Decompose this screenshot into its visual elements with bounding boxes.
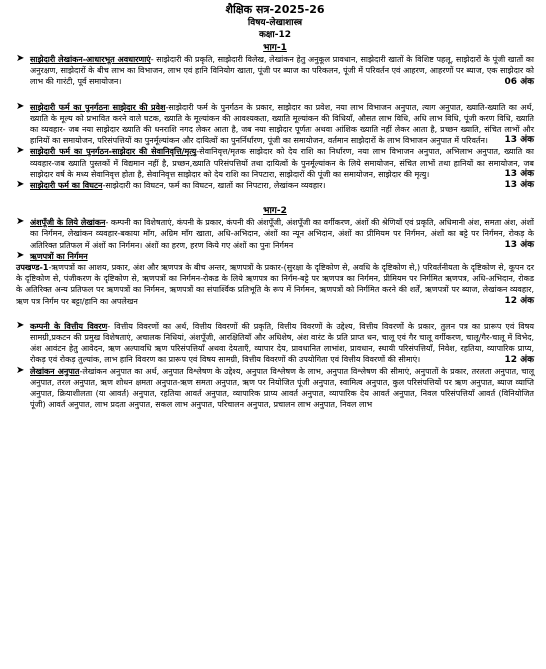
arrow-bullet-icon: ➤ xyxy=(16,100,25,112)
section-retirement-death xyxy=(16,146,534,180)
section-marks: 12 अंक xyxy=(504,295,534,306)
subsection-heading: उपखण्ड-1 xyxy=(16,263,49,273)
arrow-bullet-icon: ➤ xyxy=(16,319,25,331)
section-marks: 13 अंक xyxy=(504,169,534,180)
section-marks: 06 अंक xyxy=(504,76,534,87)
section-accounting-ratios xyxy=(16,366,534,411)
section-debentures xyxy=(16,251,534,262)
arrow-bullet-icon: ➤ xyxy=(16,216,25,228)
section-marks: 12 अंक xyxy=(504,354,534,365)
section-heading: साझेदारी लेखांकन-आधारभूत अवधारणाएं xyxy=(30,55,151,64)
section-body: - वित्तीय विवरणों का अर्थ, वित्तीय विवरणों की प्रकृति, वित्तीय विवरणों के उद्देश्य, वित्तीय विवरणों के प्रकार, तुलन पत्र का प्रारूप एवं विषय सामग्री,प्रकटन की प्रमुख विशेषताएं, अचालक निधियां, अंशपूँजी, आरक्षितियाँ और अधिशेष, अंश वारंट के प्रति प्राप्त धन, चालू एवं गैर चालू वर्गीकरण, चालू/गैर-चालू में विभेद, अंश आवंटन हेतु आवेदन, ऋण अल्पावधि ऋण परिसंपत्तियाँ अथवा देयताएँ, व्यापार देय, प्रावधानित लाभांश, प्रावधान, स्थायी परिसंपत्तियाँ, निवेश, रहतिया, व्यापारिक प्राप्य, रोकड़ एवं रोकड़ तुल्यांक, लाभ हानि विवरण का प्रारूप एवं विषय सामग्री, वित्तीय विवरणों की उपयोगिता एवं वित्तीय विवरणों की सीमाएं। xyxy=(30,321,535,365)
section-heading: अंशपूँजी के लिये लेखांकन xyxy=(30,218,106,228)
section-marks: 13 अंक xyxy=(504,135,534,146)
section-body: -लेखांकन अनुपात का अर्थ, अनुपात विश्लेषण के उद्देश्य, अनुपात विश्लेषण के लाभ, अनुपात विश्लेषण की सीमाएं, अनुपातों के प्रकार, तरलता अनुपात, चालू अनुपात, तरल अनुपात, ऋण शोधन क्षमता अनुपात-ऋण समता अनुपात, ऋण पर नियोजित पूंजी अनुपात, स्वामित्व अनुपात, कुल परिसंपत्तियों पर ऋण अनुपात, ब्याज व्याप्ति अनुपात, क्रियाशीलता (या आवर्त) अनुपात, रहतिया आवर्त अनुपात, व्यापारिक प्राप्य आवर्त अनुपात, व्यापारिक देय आवर्त अनुपात, निवल परिसंपत्तियाँ आवर्त (विनियोजित पूंजी) आवर्त अनुपात, लाभ प्रदता अनुपात, सकल लाभ अनुपात, परिचालन अनुपात, प्रचालन लाभ अनुपात, निवल लाभ xyxy=(30,366,534,410)
section-body: -सेवानिवृत्त/मृतक साझेदार को देय राशि का निर्धारण, नया लाभ विभाजन अनुपात, अभिलाभ अनुपात, ख्याति का व्यवहार-जब ख्याति पुस्तकों में विद्यमान नहीं है, प्रच्छन,ख्याति परिसंपत्तियों तथा दायित्वों के पुनर्मूल्यांकन के लिये समायोजन, संचित लाभों तथा हानियों का समायोजन, जब साझेदार वर्ष के मध्य सेवानिवृत्त होता है, सेवानिवृत्त साझेदार को देय राशि का निपटारा, साझेदारों की पूंजी का समायोजन, साझेदार की मृत्यु। xyxy=(30,147,535,179)
arrow-bullet-icon: ➤ xyxy=(16,179,25,191)
section-body: -साझेदारी का विघटन, फर्म का विघटन, खातों का निपटारा, लेखांकन व्यवहार। xyxy=(102,181,326,191)
arrow-bullet-icon: ➤ xyxy=(16,249,25,261)
section-body: -साझेदारी फर्म के पुनर्गठन के प्रकार, साझेदार का प्रवेश, नया लाभ विभाजन अनुपात, त्याग अनुपात, ख्याति-ख्याति का अर्थ, ख्याति के मूल्य को प्रभावित करने वाले घटक, ख्याति के मूल्यांकन की आवश्यकता, ख्याति मूल्यांकन की विधियाँ, औसत लाभ विधि, अधि लाभ विधि, पूंजी करण विधि, ख्याति का व्यवहार- जब नया साझेदार ख्याति की धनराशि नगद लेकर आता है, जब नया साझेदार पूर्णतः अथवा आंशिक ख्याति नहीं लेकर आता है, प्रच्छन ख्याति, संचित लाभों और हानियों का समायोजन, परिसंपत्तियों का पुनर्मूल्यांकन और दायित्वों का पुनर्निर्धारण, पूंजी का समायोजन, वर्तमान साझेदारों के लाभ विभाजन अनुपात में परिवर्तन। xyxy=(30,102,534,146)
section-admission-of-partner xyxy=(16,102,534,147)
section-body: -ऋणपत्रों का आशय, प्रकार, अंश और ऋणपत्र के बीच अन्तर, ऋणपत्रों के प्रकार-(सुरक्षा के दृष्टिकोण से, अवधि के दृष्टिकोण से,) परिवर्तनीयता के दृष्टिकोण से, कूपन दर के दृष्टिकोण से, पंजीकरण के दृष्टिकोण से, ऋणपत्रों का निर्गमन-रोकड के लिये ऋणपत्र का निर्गम-बट्टे पर ऋणपत्र का निर्गमन, प्रीमियम पर निर्गमित ऋणपत्र, अधि-अभिदान, रोकड के अतिरिक्त अन्य प्रतिफल पर ऋणपत्रों का निर्गमन, ऋणपत्रों का संपार्श्विक प्रतिभूति के रूप में निर्गमन, ऋणपत्रों को निर्गमित करने की शर्तें, ऋणपत्रों पर ब्याज, लेखांकन व्यवहार, ऋण पत्र निर्गम पर बट्टा/हानि का अपलेखन xyxy=(16,263,534,306)
arrow-bullet-icon: ➤ xyxy=(16,145,25,157)
subsection-debentures xyxy=(16,262,534,307)
section-heading: लेखांकन अनुपात xyxy=(30,366,80,376)
section-marks: 13 अंक xyxy=(504,239,534,250)
class-title: कक्षा-12 xyxy=(259,30,291,40)
section-body: - कम्पनी का विशेषताएं, कंपनी के प्रकार, कंपनी की अंशपूँजी, अंशपूँजी का वर्गीकरण, अंशों की श्रेणियाँ एवं प्रकृति, अधिमानी अंश, समता अंश, अंशों का निर्गमन, लेखांकन व्यवहार-बकाया माँग, अग्रिम माँग खाता, अधि-अभिदान, अंशों का न्यून अभिदान, अंशों का प्रीमियम पर निर्गमन, अंशों का बट्टे पर निर्गमन, रोकड़ के अतिरिक्त प्रतिफल में अंशों का निर्गमन। अंशों का हरण, हरण किये गए अंशों का पुनः निर्गमन xyxy=(30,218,534,250)
subject-title: विषय-लेखाशास्त्र xyxy=(247,17,303,28)
part-2-title: भाग-2 xyxy=(263,206,287,217)
section-dissolution xyxy=(16,180,534,191)
section-heading: साझेदारी फर्म का विघटन xyxy=(30,181,103,191)
section-marks: 13 अंक xyxy=(504,180,534,191)
document-header xyxy=(16,4,534,54)
section-heading: साझेदारी फर्म का पुनर्गठन-साझेदार की सेवानिवृत्ति/मृत्यु xyxy=(30,147,197,157)
part-1-title: भाग-1 xyxy=(263,42,287,53)
section-body: - साझेदारी की प्रकृति, साझेदारी विलेख, लेखांकन हेतु अनुकूल प्रावधान, साझेदारी खातों के विशिष्ट पहलू, साझेदारों के पूंजी खातों का अनुरक्षण, साझेदारों के बीच लाभ का विभाजन, लाभ एवं हानि विनियोग खाता, पूंजी पर ब्याज का परिकलन, पूंजी में परिवर्तन एवं आहरण, आहरणों पर ब्याज, एक साझेदार को लाभ की गारंटी, पूर्व समायोजन। xyxy=(30,55,535,87)
session-title: शैक्षिक सत्र-2025-26 xyxy=(225,3,325,16)
section-heading: कम्पनी के वित्तीय विवरण xyxy=(30,321,108,331)
arrow-bullet-icon: ➤ xyxy=(16,53,25,64)
section-financial-statements xyxy=(16,321,534,366)
arrow-bullet-icon: ➤ xyxy=(16,364,25,376)
section-heading: ऋणपत्रों का निर्गमन xyxy=(30,251,88,261)
section-share-capital xyxy=(16,217,534,251)
section-heading: साझेदारी फर्म का पुनर्गठनः साझेदार की प्रवेश xyxy=(30,102,166,112)
section-partnership-basics xyxy=(16,54,534,88)
